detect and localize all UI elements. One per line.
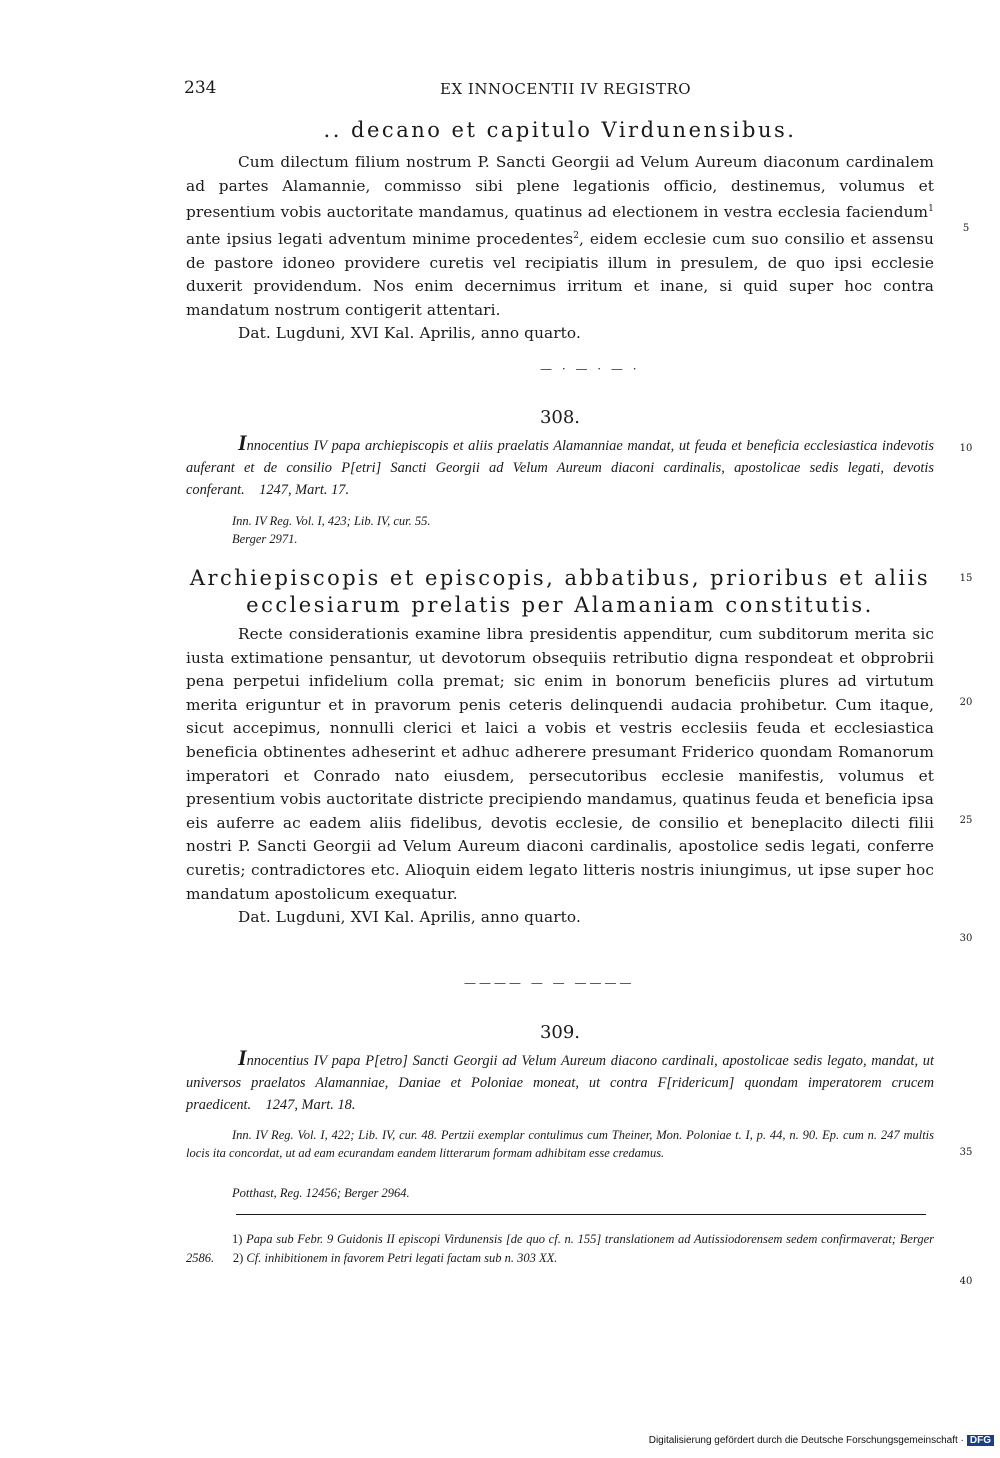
- footnote-1-label: 1): [232, 1232, 243, 1246]
- letter-307-dat: Dat. Lugduni, XVI Kal. Aprilis, anno quarto.: [238, 324, 581, 343]
- digitization-credit: [649, 1435, 994, 1446]
- footnote-1: Papa sub Febr. 9 Guidonis II episcopi Virdunensis [de quo cf. n. 155] translationem ad Autissiodorensem sedem confirmaverat; Berger 2586.: [186, 1232, 934, 1265]
- footnote-ref-2: 2: [573, 230, 580, 241]
- page-number: 234: [184, 78, 217, 98]
- footnote-ref-1: 1: [928, 204, 934, 215]
- footnotes: [186, 1230, 934, 1268]
- running-title: EX INNOCENTII IV REGISTRO: [440, 80, 692, 98]
- letter-309-source-2: Potthast, Reg. 12456; Berger 2964.: [232, 1186, 410, 1200]
- letter-307-text: [186, 151, 934, 322]
- separator-2: ———— — — ————: [464, 976, 635, 990]
- footnote-2: Cf. inhibitionem in favorem Petri legati factam sub n. 303 XX.: [246, 1251, 558, 1265]
- footnote-rule: [236, 1214, 926, 1215]
- letter-307-text-part3: , eidem ecclesie cum suo consilio et assensu de pastore idoneo providere curetis vel recipiatis illum in presulem, de quo ipsi ecclesie duxerit providendum. Nos enim decernimus irritum et inane, si quid super hoc contra mandatum nostrum contigerit attentari.: [186, 229, 934, 319]
- margin-line-number: 30: [959, 933, 973, 944]
- letter-309-number: 309.: [539, 1022, 581, 1043]
- margin-line-number: 15: [959, 573, 973, 584]
- letter-308-dat: Dat. Lugduni, XVI Kal. Aprilis, anno quarto.: [238, 908, 581, 927]
- letter-308-text: Recte considerationis examine libra presidentis appenditur, cum subditorum merita sic iusta extimatione pensantur, ut devotorum obsequiis retributio digna respondeat et obprobrii pena perpetui infidelium colla premat; sic enim in bonorum beneficiis plures ad virtutum merita eriguntur et in pravorum penis ceteris delinquendi audacia prohibetur. Cum itaque, sicut accepimus, nonnulli clerici et laici a vobis et vestris ecclesiis feuda et ecclesiastica beneficia obtinentes adheserint et adhuc adherere presumant Friderico quondam Romanorum imperatori et Conrado nato eiusdem, persecutoribus ecclesie manifestis, volumus et presentium vobis auctoritate districte precipiendo mandamus, quatinus feuda et beneficia ipsa eis auferre ac eadem aliis fidelibus, devotis ecclesie, de consilio et beneplacito dilecti filii nostri P. Sancti Georgii ad Velum Aureum diaconi cardinalis, apostolice sedis legati, conferre curetis; contradictores etc. Alioquin eidem legato litteris nostris iniungimus, ut ipse super hoc mandatum apostolicum exequatur.: [186, 625, 934, 903]
- margin-line-number: 35: [959, 1147, 973, 1158]
- letter-307-address: .. decano et capitulo Virdunensibus.: [323, 118, 797, 142]
- letter-308-number: 308.: [539, 407, 581, 428]
- credit-text: Digitalisierung gefördert durch die Deutsche Forschungsgemeinschaft ·: [648, 1435, 964, 1446]
- dfg-logo: DFG: [967, 1435, 994, 1446]
- margin-line-number: 20: [959, 697, 973, 708]
- letter-307-body: [186, 151, 934, 346]
- letter-308-address-2: ecclesiarum prelatis per Alamaniam constitutis.: [246, 593, 874, 617]
- letter-308-source-2: Berger 2971.: [232, 532, 298, 546]
- margin-line-number: 5: [962, 223, 970, 234]
- letter-309-initial: I: [238, 1045, 247, 1070]
- letter-309-rubric-text: nnocentius IV papa P[etro] Sancti Georgii ad Velum Aureum diacono cardinali, apostolicae sedis legato, mandat, ut universos praelatos Alamanniae, Daniae et Poloniae moneat, ut contra F[ridericum] quondam imperatorem crucem praedicent.: [186, 1053, 934, 1113]
- letter-307-text-part2: ante ipsius legati adventum minime procedentes: [186, 229, 574, 248]
- letter-309-source-1: Inn. IV Reg. Vol. I, 422; Lib. IV, cur. 48. Pertzii exemplar contulimus cum Theiner, Mon. Poloniae t. I, p. 44, n. 90. Ep. cum n. 247 multis locis ita concordat, ut ad eam ecurandam eandem litterarum formam adhibitam esse credamus.: [186, 1128, 934, 1160]
- separator-1: — · — · — ·: [540, 362, 640, 376]
- letter-309-date: 1247, Mart. 18.: [265, 1097, 356, 1113]
- letter-309-rubric: [186, 1047, 934, 1116]
- letter-308-rubric-text: nnocentius IV papa archiepiscopis et aliis praelatis Alamanniae mandat, ut feuda et beneficia ecclesiastica indevotis auferant et de consilio P[etri] Sancti Georgii ad Velum Aureum diaconi cardinalis, apostolicae sedis legati, devotis conferant.: [186, 438, 934, 498]
- margin-line-number: 40: [959, 1276, 973, 1287]
- footnote-2-label: 2): [232, 1251, 244, 1265]
- letter-308-address-1: Archiepiscopis et episcopis, abbatibus, prioribus et aliis: [189, 566, 931, 590]
- letter-308-source-1: Inn. IV Reg. Vol. I, 423; Lib. IV, cur. 55.: [232, 514, 431, 528]
- margin-line-number: 25: [959, 815, 973, 826]
- letter-307-text-part1: Cum dilectum filium nostrum P. Sancti Georgii ad Velum Aureum diaconum cardinalem ad partes Alamannie, commisso sibi plene legationis officio, destinemus, volumus et presentium vobis auctoritate mandamus, quatinus ad electionem in vestra ecclesia faciendum: [186, 153, 934, 222]
- letter-308-body: [186, 623, 934, 930]
- letter-308-rubric: [186, 432, 934, 501]
- margin-line-number: 10: [959, 443, 973, 454]
- letter-308-date: 1247, Mart. 17.: [259, 482, 350, 498]
- letter-308-initial: I: [238, 430, 247, 455]
